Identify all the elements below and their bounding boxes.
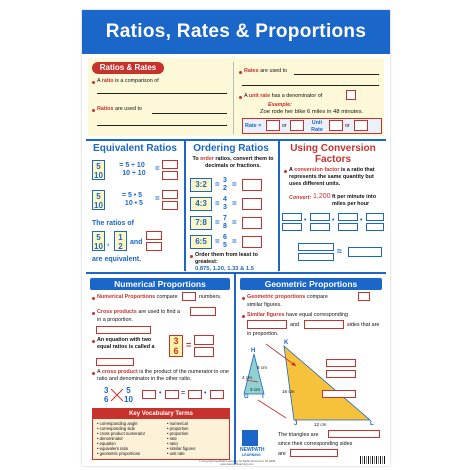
vocab-term: • rate bbox=[167, 436, 177, 441]
answer-box[interactable] bbox=[338, 213, 358, 221]
answer-box[interactable] bbox=[210, 390, 224, 399]
measure-16cm: 16 cm bbox=[282, 389, 295, 394]
answer-box[interactable] bbox=[282, 213, 302, 221]
vocab-term: • unit rate bbox=[167, 451, 185, 456]
equivalent-expr-1: = 5 ÷ 10 10 ÷ 10 bbox=[119, 162, 146, 177]
measure-4cm: 4 cm bbox=[242, 375, 252, 380]
answer-box[interactable] bbox=[142, 390, 156, 399]
answer-box[interactable] bbox=[96, 326, 151, 334]
vocab-term: • numerical bbox=[167, 421, 188, 426]
answer-box[interactable] bbox=[310, 213, 330, 221]
ratio-box: 7:8 bbox=[190, 216, 212, 230]
equals-sign: = bbox=[215, 199, 220, 208]
equals-sign: = bbox=[232, 218, 237, 227]
answer-box[interactable] bbox=[242, 198, 262, 210]
vocab-term: • denominator bbox=[97, 436, 123, 441]
numerical-b1-end: numbers. bbox=[199, 294, 222, 300]
bullet bbox=[239, 71, 242, 74]
convert-value: 1,200 bbox=[313, 193, 331, 200]
barcode bbox=[360, 456, 386, 464]
fraction-box: 5 10 bbox=[92, 160, 105, 180]
ordering-heading: Ordering Ratios bbox=[193, 143, 269, 154]
answer-box[interactable] bbox=[247, 320, 287, 329]
since-text: since their corresponding sides bbox=[278, 441, 353, 447]
answer-line bbox=[97, 93, 227, 94]
answer-box[interactable] bbox=[328, 430, 380, 438]
label-h: H bbox=[251, 348, 256, 354]
answer-box[interactable] bbox=[298, 243, 334, 251]
vocab-left-list bbox=[97, 421, 165, 456]
unit-rate-definition: A unit rate has a denominator of bbox=[244, 93, 323, 99]
equals-sign: = bbox=[232, 237, 237, 246]
vocab-term: • corresponding side bbox=[97, 426, 136, 431]
vocab-term: • equivalent ratio bbox=[97, 446, 129, 451]
divider bbox=[86, 139, 386, 141]
approx-sign: ≈ bbox=[337, 246, 342, 256]
vocab-term: • cross product numerator bbox=[97, 431, 146, 436]
answer-box[interactable] bbox=[146, 242, 162, 251]
vocab-term: • proportion bbox=[167, 426, 189, 431]
answer-line bbox=[97, 125, 227, 126]
answer-box[interactable] bbox=[162, 190, 178, 199]
ratio-fraction: 7 8 bbox=[223, 215, 227, 230]
order-values: 0.875, 1.20, 1.33 & 1.5 bbox=[195, 266, 254, 272]
answer-box[interactable] bbox=[96, 358, 134, 366]
bullet bbox=[92, 312, 95, 315]
answer-box[interactable] bbox=[290, 449, 338, 457]
ordering-intro: To order ratios, convert them to decimals or fractions. bbox=[192, 156, 274, 169]
equivalent-expr-2: = 5 • 5 10 • 5 bbox=[121, 192, 143, 207]
numerical-b2: Cross products are used to find a bbox=[97, 309, 181, 315]
equals-sign: = bbox=[232, 199, 237, 208]
example-label: Example: bbox=[268, 102, 292, 108]
rates-usage: Rates are used to bbox=[244, 68, 288, 74]
poster bbox=[82, 10, 390, 466]
answer-box[interactable] bbox=[348, 247, 382, 257]
bullet bbox=[190, 255, 193, 258]
dot-operator: • bbox=[159, 390, 162, 397]
answer-box[interactable] bbox=[162, 160, 178, 169]
fraction-box: 5 10 bbox=[92, 231, 105, 251]
answer-box[interactable] bbox=[329, 120, 343, 131]
answer-box[interactable] bbox=[298, 253, 334, 261]
logo bbox=[242, 430, 258, 446]
answer-box[interactable] bbox=[182, 292, 196, 301]
answer-box[interactable] bbox=[310, 223, 330, 231]
answer-box[interactable] bbox=[366, 213, 384, 221]
answer-box[interactable] bbox=[242, 217, 262, 229]
equals-sign: = bbox=[215, 218, 220, 227]
dot-operator: • bbox=[304, 217, 307, 224]
site: www.newpathlearning.com bbox=[220, 462, 254, 466]
label-k: K bbox=[284, 340, 289, 346]
numerical-b1: Numerical Proportions compare bbox=[97, 294, 178, 300]
answer-box[interactable] bbox=[165, 390, 179, 399]
vocab-term: • proportion bbox=[167, 431, 189, 436]
answer-box[interactable] bbox=[322, 390, 356, 398]
measure-3cm: 3 cm bbox=[250, 387, 260, 392]
similar-triangles-diagram bbox=[242, 340, 382, 430]
ratio-box: 4:3 bbox=[190, 197, 212, 211]
geometric-b2-mid: and bbox=[290, 322, 299, 328]
vocab-term: • equation bbox=[97, 441, 116, 446]
conversion-heading: Using Conversion Factors bbox=[290, 143, 376, 165]
ratios-of-text: The ratios of bbox=[92, 220, 135, 227]
answer-box[interactable] bbox=[338, 223, 358, 231]
conversion-intro: A conversion factor is a ratio that represents the same quantity but uses different units. bbox=[289, 167, 375, 187]
ratio-fraction: 4 3 bbox=[223, 196, 227, 211]
numerical-heading: Numerical Proportions bbox=[90, 278, 230, 290]
answer-box[interactable] bbox=[290, 120, 304, 131]
measure-12cm: 12 cm bbox=[314, 422, 327, 427]
rate-label: Rate = bbox=[245, 123, 262, 129]
answer-box[interactable] bbox=[282, 223, 302, 231]
answer-box[interactable] bbox=[266, 120, 280, 131]
geometric-b1: Geometric proportions compare bbox=[247, 294, 328, 300]
order-instructions: Order them from least to greatest: bbox=[195, 252, 258, 265]
dot-operator: • bbox=[332, 217, 335, 224]
or-word: or bbox=[345, 123, 350, 129]
bullet bbox=[92, 340, 95, 343]
divider bbox=[184, 141, 186, 271]
answer-line bbox=[152, 113, 227, 114]
logo-icon bbox=[242, 430, 258, 446]
answer-box[interactable] bbox=[366, 223, 384, 231]
equals-sign: = bbox=[181, 390, 186, 397]
convert-label: Convert: bbox=[289, 195, 312, 201]
equals-sign: = bbox=[215, 180, 220, 189]
logo-line1: NEWPATH bbox=[240, 447, 265, 453]
equals-sign: = bbox=[155, 194, 160, 203]
ratio-definition: A ratio is a comparison of bbox=[97, 78, 159, 84]
answer-box[interactable] bbox=[304, 320, 344, 329]
bullet bbox=[239, 96, 242, 99]
answer-box[interactable] bbox=[188, 390, 202, 399]
answer-line bbox=[294, 74, 379, 75]
answer-box[interactable] bbox=[146, 231, 162, 240]
ratio-fraction: 3 2 bbox=[223, 177, 227, 192]
geometric-b1-end: similar figures. bbox=[247, 302, 282, 308]
ratio-box: 3:2 bbox=[190, 178, 212, 192]
equals-sign: = bbox=[232, 180, 237, 189]
equals-sign: = bbox=[155, 164, 160, 173]
label-i: I bbox=[262, 394, 264, 400]
measure-6cm: 6 cm bbox=[257, 365, 267, 370]
are-equivalent-text: are equivalent. bbox=[92, 256, 142, 263]
bullet bbox=[92, 297, 95, 300]
vocab-title: Key Vocabulary Terms bbox=[93, 409, 229, 419]
vocab-term: • ratio bbox=[167, 441, 178, 446]
triangles-text: The triangles are bbox=[278, 432, 319, 438]
geometric-b2: Similar figures have equal corresponding bbox=[247, 312, 348, 318]
vocab-term: • similar figures bbox=[167, 446, 196, 451]
bullet bbox=[242, 315, 245, 318]
answer-box[interactable] bbox=[346, 90, 356, 100]
vocab-term: • geometric proportions bbox=[97, 451, 141, 456]
and-word: and bbox=[130, 239, 143, 246]
unit-rate-label: Unit Rate bbox=[311, 120, 323, 133]
numerical-b4: A cross product is the product of the numerator in one ratio and denominator in the other ratio. bbox=[97, 369, 229, 382]
label-g: G bbox=[244, 394, 249, 400]
numerical-b3: An equation with two equal ratios is called a bbox=[97, 337, 155, 350]
answer-line bbox=[242, 85, 379, 86]
cross-multiply-icon bbox=[110, 387, 124, 403]
divider bbox=[86, 272, 386, 274]
dot-operator: • bbox=[360, 217, 363, 224]
label-l: L bbox=[370, 421, 374, 427]
answer-box[interactable] bbox=[354, 120, 368, 131]
ratio-box: 6:5 bbox=[190, 235, 212, 249]
cross-fraction-1: 3 6 bbox=[104, 386, 109, 404]
bullet bbox=[92, 109, 95, 112]
answer-box[interactable] bbox=[326, 359, 356, 367]
answer-box[interactable] bbox=[242, 236, 262, 248]
answer-box[interactable] bbox=[242, 179, 262, 191]
bullet bbox=[242, 297, 245, 300]
vocab-right-list bbox=[167, 421, 227, 456]
fraction-box: 5 10 bbox=[92, 190, 105, 210]
answer-box[interactable] bbox=[194, 347, 214, 357]
vocab-term: • corresponding angle bbox=[97, 421, 138, 426]
cross-fraction-2: 5 10 bbox=[124, 386, 133, 404]
answer-box[interactable] bbox=[162, 171, 178, 180]
vocab-box bbox=[92, 408, 230, 460]
bullet bbox=[284, 170, 287, 173]
equals-sign: = bbox=[186, 340, 192, 350]
divider bbox=[234, 274, 236, 464]
geometric-heading: Geometric Proportions bbox=[240, 278, 382, 290]
copyright: © Copyright NewPath Learning. All Rights Reserved. 93-4966 bbox=[198, 459, 276, 463]
comma: , bbox=[107, 238, 110, 247]
divider bbox=[233, 62, 234, 134]
numerical-b2-end: in a proportion. bbox=[97, 317, 133, 323]
answer-box[interactable] bbox=[358, 292, 370, 301]
or-word: or bbox=[282, 123, 287, 129]
answer-box[interactable] bbox=[194, 335, 214, 345]
answer-box[interactable] bbox=[326, 370, 356, 378]
geometric-b2-end: sides that are bbox=[347, 322, 380, 328]
are-text: are bbox=[278, 451, 286, 457]
logo-line2: LEARNING bbox=[242, 453, 261, 457]
fraction-box: 3 6 bbox=[169, 335, 183, 357]
answer-box[interactable] bbox=[190, 307, 216, 316]
ratios-usage: Ratios are used to bbox=[97, 106, 142, 112]
ratio-fraction: 6 5 bbox=[223, 234, 227, 249]
equivalent-heading: Equivalent Ratios bbox=[93, 143, 177, 154]
geometric-b2-last: in proportion. bbox=[247, 331, 279, 337]
answer-box[interactable] bbox=[162, 201, 178, 210]
label-j: J bbox=[294, 421, 298, 427]
bullet bbox=[92, 372, 95, 375]
ratios-rates-pill: Ratios & Rates bbox=[92, 62, 164, 74]
page-title: Ratios, Rates & Proportions bbox=[82, 10, 390, 54]
fraction-box: 1 2 bbox=[114, 231, 127, 251]
equals-sign: = bbox=[215, 237, 220, 246]
example-text: Zoe rode her bike 6 miles in 48 minutes. bbox=[260, 109, 364, 115]
bullet bbox=[92, 81, 95, 84]
convert-unit: ft per minute into miles per hour bbox=[332, 194, 377, 207]
dot-operator: • bbox=[204, 390, 207, 397]
